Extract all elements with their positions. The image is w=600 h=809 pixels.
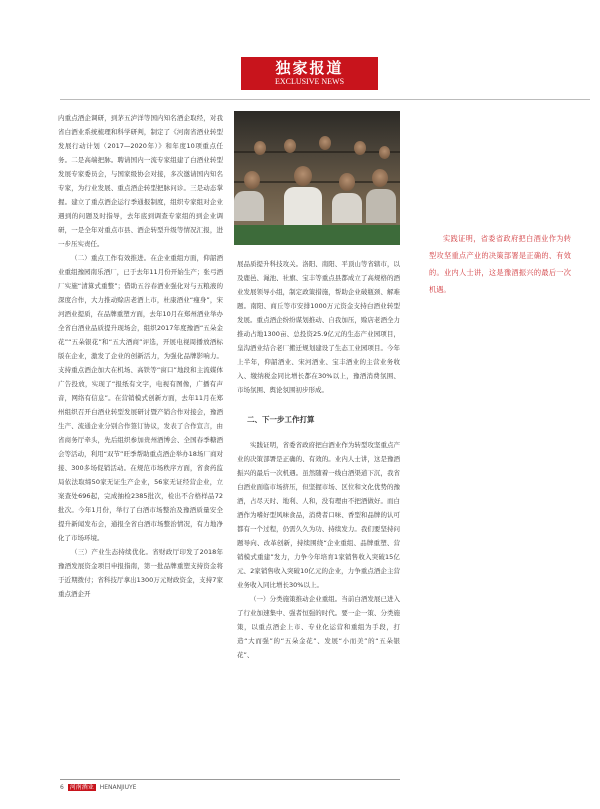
footer-rule [60, 779, 400, 780]
article-column-1 [58, 111, 223, 781]
page-number: 6 [60, 784, 64, 791]
article-column-2-top [237, 257, 400, 409]
masthead-banner [241, 57, 378, 90]
paragraph: 实践证明，省委省政府把白酒业作为转型攻坚重点产业的决策部署是正确的、有效的。业内人士讲，这是豫酒振兴的最后一次机遇。虽然随着一线白酒渠道下沉，我省白酒业面临市场挤压，但坚握市场、区位和文化优势的豫酒，占尽天时、地利、人和，没有理由不把酒做好。而白酒作为嗜好型风味食品，消费者口味、香型和品牌的认可都有一个过程，仍需久久为功、持续发力。我们要坚持问题导向、改革创新，持续围绕“企业重组、品牌重塑、营销模式重建”发力，力争今年培育1家销售收入突破15亿元、2家销售收入突破10亿元的企业，力争重点酒企主营业务收入同比增长30%以上。 [237, 441, 400, 589]
masthead-subtitle: EXCLUSIVE NEWS [274, 77, 345, 86]
paragraph: 展品质提升科技攻关。洛阳、南阳、平顶山等省辖市，以及鹿邑、渑池、社旗、宝丰等重点县都成立了高规格的酒业发展领导小组，制定政策措施，帮助企业破瓶颈、解难题。南阳、商丘等市安排1000万元资金支持白酒业转型发展。重点酒企纷纷谋划推动、自我加压，赊店老酒全力推动占地1300亩、总投资25.9亿元的生态产业园项目，皇沟酒业结合老厂搬迁规划建设了生态工业园项目。今年上半年，仰韶酒业、宋河酒业、宝丰酒业的主营业务收入、缴纳税金同比增长都在30%以上，豫酒消费氛围、市场氛围、舆论氛围初步形成。 [237, 260, 400, 394]
pull-quote-text: 实践证明，省委省政府把白酒业作为转型攻坚重点产业的决策部署是正确的、有效的。业内人士讲，这是豫酒振兴的最后一次机遇。 [429, 234, 571, 294]
paragraph: （二）重点工作有效推进。在企业重组方面，仰韶酒业重组豫园南乐酒厂，已于去年11月份开始生产；张弓酒厂实施“清算式重整”；借助五谷春酒业强化对与五粮液的深度合作，大力推动赊店老酒上市，杜康酒业“瘦身”，宋河酒业提质，在品牌重塑方面，去年10月在郑州酒业举办全省白酒业品质提升现场会，组织2017年度豫酒“五朵金花”“五朵银花”和“五大酒商”评选，开展电视周播放酒标版在企业，激发了企业的创新活力，为强化品牌影响力。支持重点酒企加大在机场、高铁等“窗口”地段和主流媒体广告投放，实现了“报纸有文字，电视有图像，广播有声音，网络有信息”。在营销模式创新方面，去年11月在郑州组织召开白酒业转型发展研讨暨产销合作对接会，豫酒生产、流通企业分别合作签订协议，发表了合作宣言，由省商务厅牵头，先后组织参加贵州酒博会、全国春季糖酒会等活动，利用“双节”旺季帮助重点酒企举办18场厂商对接、300多场促销活动。在规范市场秩序方面，省食药监局依法取缔50家无证生产企业，56家无证经营企业，立案查处696起，完成抽检2385批次，检出不合格样品72批次。今年1月份，举行了白酒市场整治及豫酒质量安全提升新闻发布会，通报全省白酒市场整治情况，有力地净化了市场环境。 [58, 254, 223, 542]
section-heading: 二、下一步工作打算 [247, 415, 315, 424]
meeting-photo [234, 111, 400, 245]
article-column-2-bottom [237, 438, 400, 780]
page-footer [60, 782, 136, 791]
pull-quote [429, 230, 571, 298]
publication-name: HENANJIUYE [99, 784, 137, 791]
paragraph: （一）分类施策推动企业重组。当前白酒发展已进入了行业加速集中、强者恒强的时代。要一企一策、分类施策，以重点酒企上市、专业化运营和重组为手段，打造“大而强”的“五朵金花”、发展“小而美”的“五朵银花”、 [237, 595, 400, 659]
masthead-title: 独家报道 [275, 59, 344, 77]
paragraph: （三）产业生态持续优化。省财政厅印发了2018年豫酒发展资金项目申报指南，第一批品牌重塑支持资金将于近期拨付；省科技厅拿出1300万元财政资金，支持7家重点酒企开 [58, 548, 223, 598]
paragraph: 内重点酒企调研，到茅五泸洋等国内知名酒企取经，对我省白酒业系统梳理和科学研判，制定了《河南省酒业转型发展行动计划（2017—2020年）》和年度10项重点任务。二是高端把脉。聘请国内一流专家组建了白酒业转型发展专家委员会，与国家级协会对接，多次邀请国内知名专家，为行业发展、重点酒企转型把脉问诊。三是动态掌握。建立了重点酒企运行季通报制度，组织专家组对企业遇到的问题及时指导，去年底到调查专家组的到企业调研，一是全年对重点市县、酒企转型升级等情况汇报，进一步压实责任。 [58, 114, 223, 248]
green-table [234, 225, 400, 245]
header-rule [60, 99, 590, 100]
magazine-tag: 河南酒业 [69, 784, 94, 791]
